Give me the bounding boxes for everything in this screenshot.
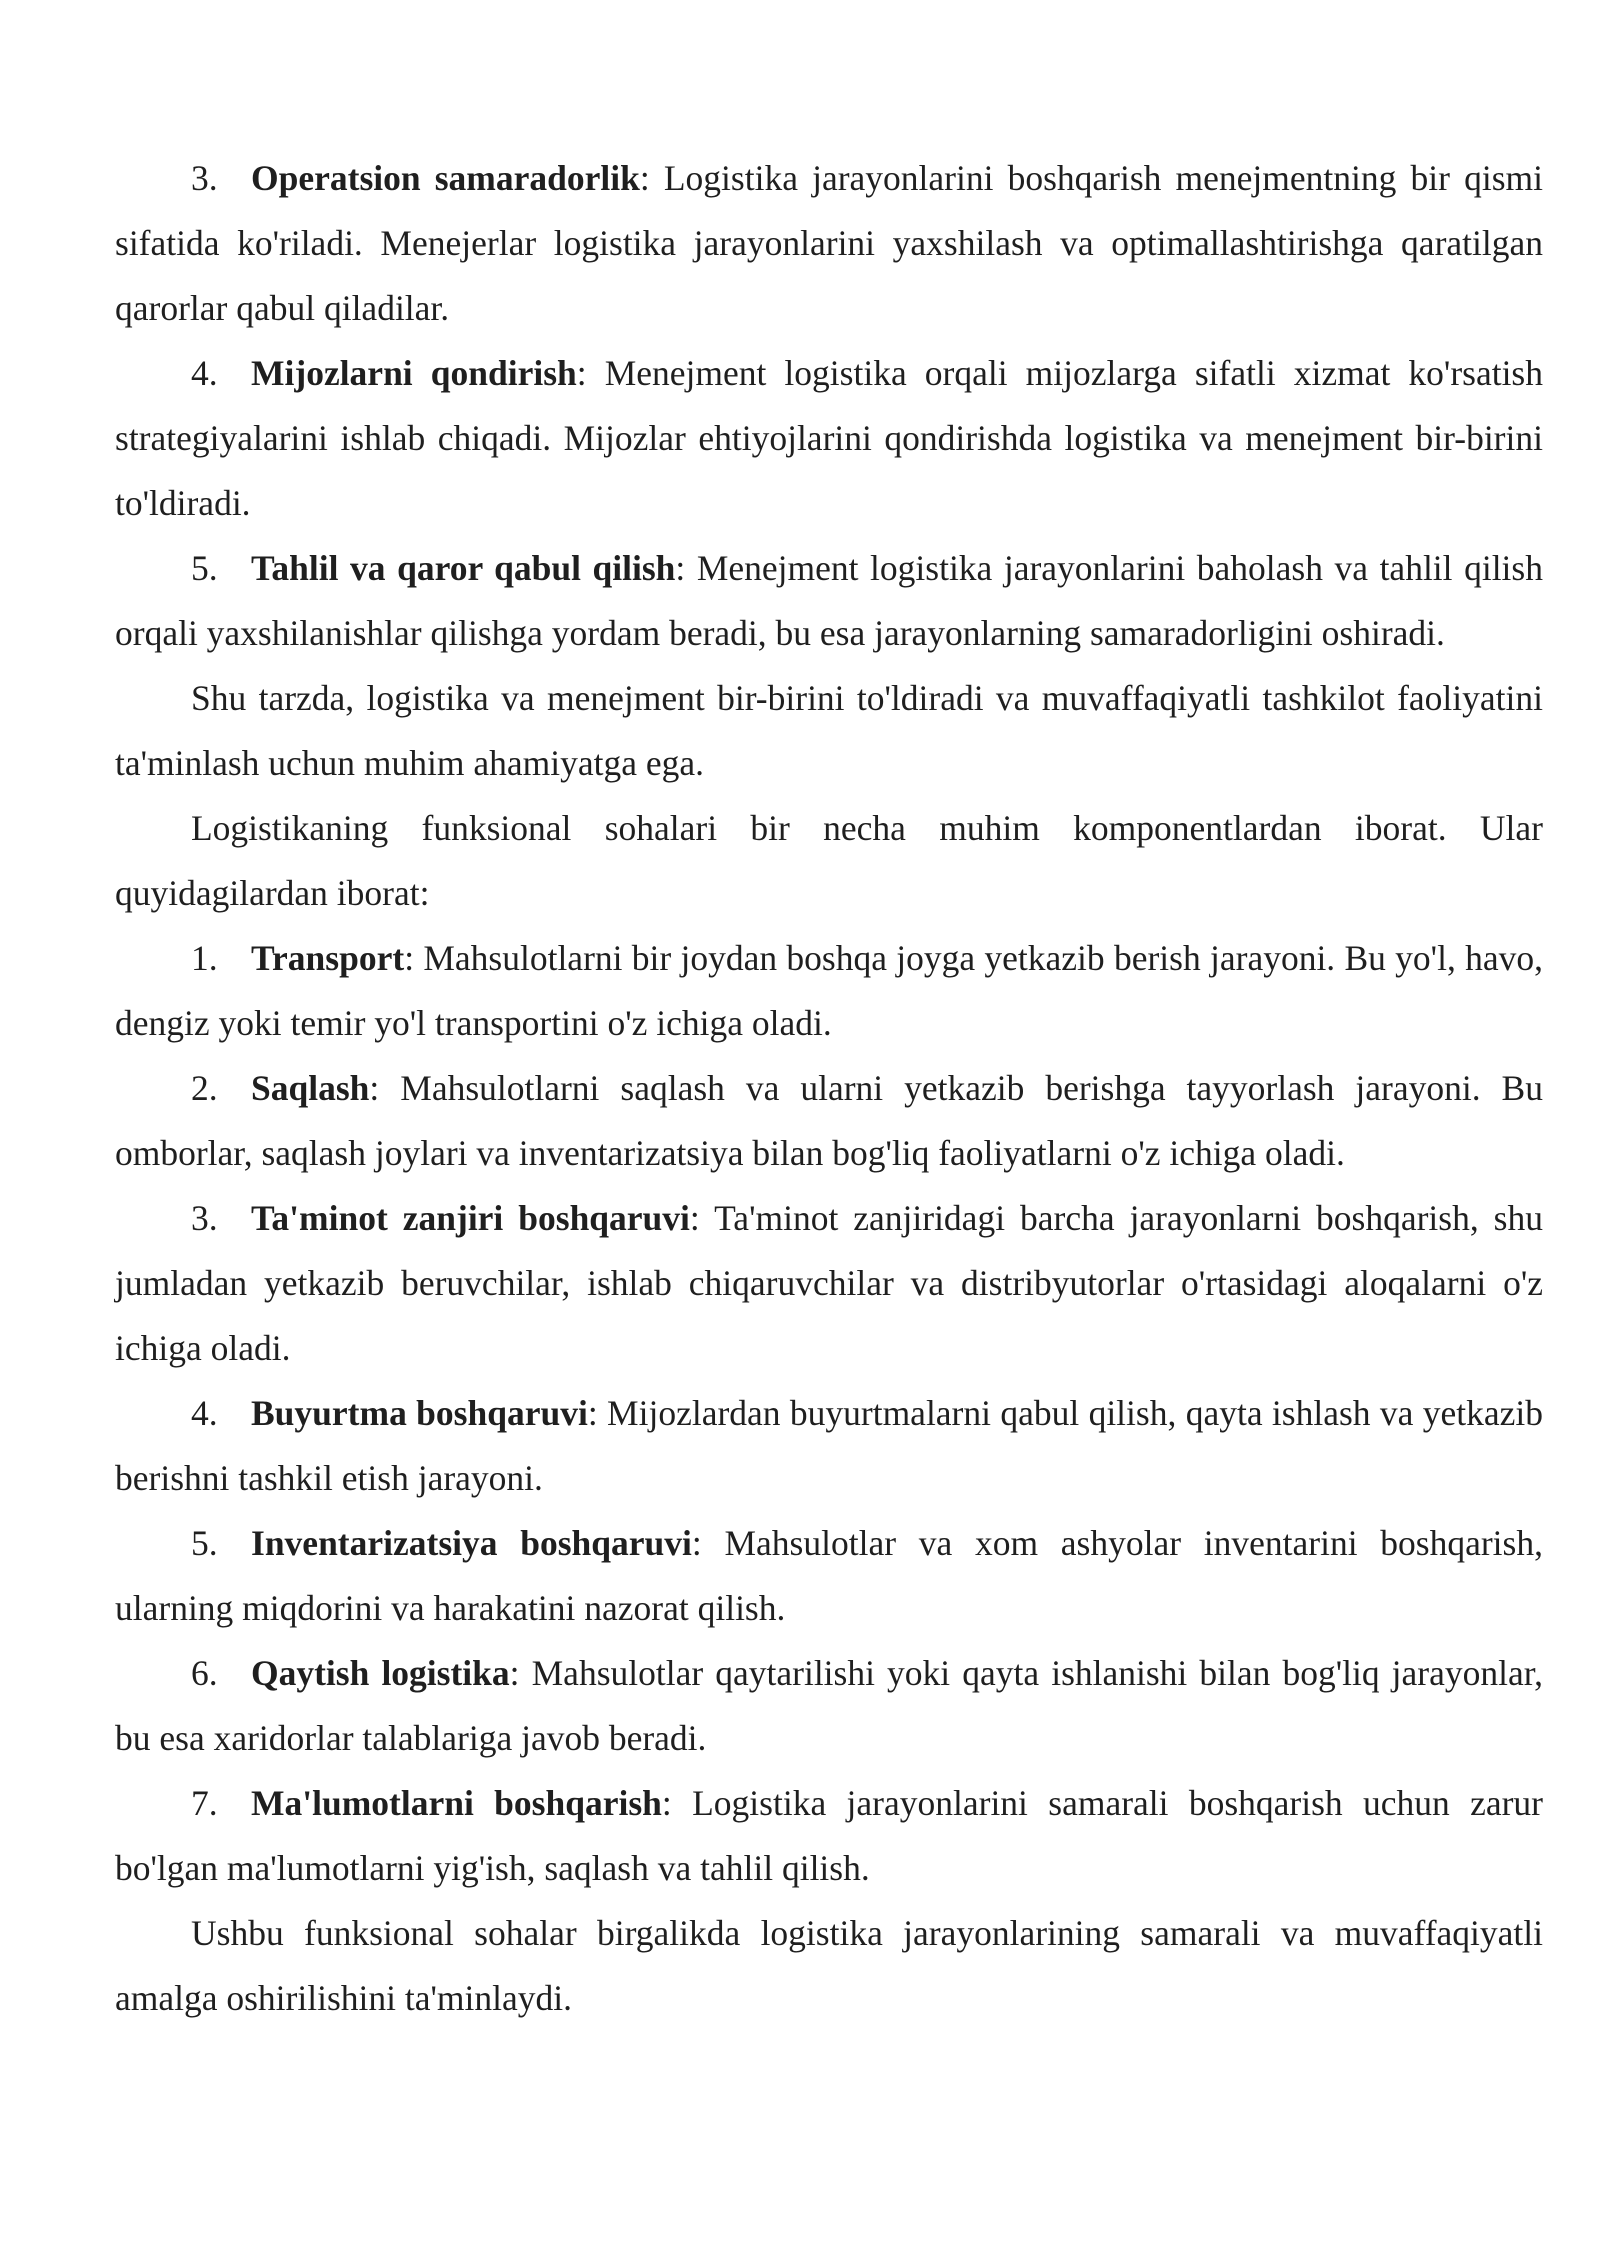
list-item-term: Mijozlarni qondirish [251, 353, 577, 393]
list-item-term: Operatsion samaradorlik [251, 158, 640, 198]
list-item-text: : Logistika jarayonlarini samarali boshqarish uchun zarur bo'lgan ma'lumotlarni yig'ish, saqlash va tahlil qilish. [115, 1783, 1543, 1888]
document-page [115, 146, 1543, 2031]
list-item-term: Qaytish logistika [251, 1653, 510, 1693]
list-item-term: Saqlash [251, 1068, 370, 1108]
list-item-text: : Logistika jarayonlarini boshqarish menejmentning bir qismi sifatida ko'riladi. Menejerlar logistika jarayonlarini yaxshilash va optimallashtirishga qaratilgan qarorlar qabul qiladilar. [115, 158, 1543, 328]
list-item [115, 1186, 1543, 1381]
paragraph-conclusion: Shu tarzda, logistika va menejment bir-birini to'ldiradi va muvaffaqiyatli tashkilot faoliyatini ta'minlash uchun muhim ahamiyatga ega. [115, 678, 1543, 783]
list-item-text: : Mahsulotlar qaytarilishi yoki qayta ishlanishi bilan bog'liq jarayonlar, bu esa xaridorlar talablariga javob beradi. [115, 1653, 1543, 1758]
list-item-number: 3. [191, 158, 218, 198]
list-item-number: 3. [191, 1198, 218, 1238]
list-item-text: : Ta'minot zanjiridagi barcha jarayonlarni boshqarish, shu jumladan yetkazib beruvchilar, ishlab chiqaruvchilar va distribyutorlar o'rtasidagi aloqalarni o'z ichiga oladi. [115, 1198, 1543, 1368]
list-item-text: : Menejment logistika jarayonlarini baholash va tahlil qilish orqali yaxshilanishlar qilishga yordam beradi, bu esa jarayonlarning samaradorligini oshiradi. [115, 548, 1543, 653]
list-item-number: 2. [191, 1068, 218, 1108]
list-item-text: : Mahsulotlar va xom ashyolar inventarini boshqarish, ularning miqdorini va harakatini nazorat qilish. [115, 1523, 1543, 1628]
list-item-term: Ta'minot zanjiri boshqaruvi [251, 1198, 690, 1238]
list-item [115, 1511, 1543, 1641]
list-item [115, 1771, 1543, 1901]
list-item-text: : Mahsulotlarni bir joydan boshqa joyga yetkazib berish jarayoni. Bu yo'l, havo, dengiz yoki temir yo'l transportini o'z ichiga oladi. [115, 938, 1543, 1043]
list-item-term: Ma'lumotlarni boshqarish [251, 1783, 662, 1823]
list-item-text: : Mijozlardan buyurtmalarni qabul qilish, qayta ishlash va yetkazib berishni tashkil etish jarayoni. [115, 1393, 1543, 1498]
list-item-number: 4. [191, 353, 218, 393]
list-item-number: 1. [191, 938, 218, 978]
list-item [115, 1381, 1543, 1511]
list-item [115, 926, 1543, 1056]
list-item-number: 5. [191, 548, 218, 588]
list-item-number: 5. [191, 1523, 218, 1563]
list-item [115, 1056, 1543, 1186]
list-item-text: : Menejment logistika orqali mijozlarga sifatli xizmat ko'rsatish strategiyalarini ishlab chiqadi. Mijozlar ehtiyojlarini qondirishda logistika va menejment bir-birini to'ldiradi. [115, 353, 1543, 523]
paragraph-intro: Logistikaning funksional sohalari bir necha muhim komponentlardan iborat. Ular quyidagilardan iborat: [115, 808, 1543, 913]
list-item [115, 146, 1543, 341]
list-item-term: Transport [251, 938, 405, 978]
list-item-number: 6. [191, 1653, 218, 1693]
list-item-term: Buyurtma boshqaruvi [251, 1393, 588, 1433]
paragraph-summary: Ushbu funksional sohalar birgalikda logistika jarayonlarining samarali va muvaffaqiyatli amalga oshirilishini ta'minlaydi. [115, 1913, 1543, 2018]
list-item-number: 4. [191, 1393, 218, 1433]
list-item-term: Inventarizatsiya boshqaruvi [251, 1523, 692, 1563]
list-item [115, 536, 1543, 666]
list-item [115, 1641, 1543, 1771]
list-item-number: 7. [191, 1783, 218, 1823]
list-item [115, 341, 1543, 536]
list-item-term: Tahlil va qaror qabul qilish [251, 548, 676, 588]
list-item-text: : Mahsulotlarni saqlash va ularni yetkazib berishga tayyorlash jarayoni. Bu omborlar, saqlash joylari va inventarizatsiya bilan bog'liq faoliyatlarni o'z ichiga oladi. [115, 1068, 1543, 1173]
